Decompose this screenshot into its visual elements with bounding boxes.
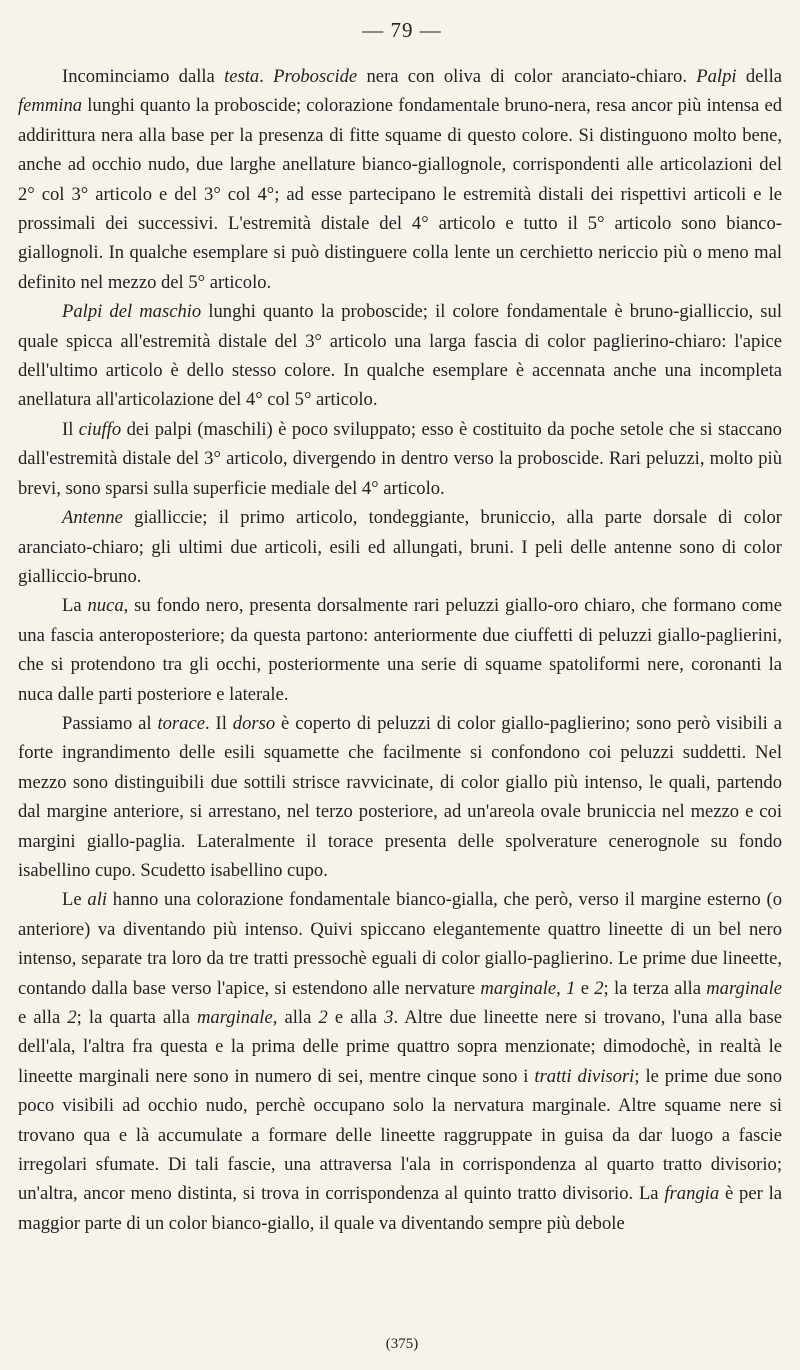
text-run: e alla [327,1007,385,1028]
italic-term: Palpi del maschio [62,301,202,323]
document-page [18,0,786,1370]
paragraph [18,591,782,709]
italic-term: frangia [664,1183,720,1205]
paragraph [18,62,782,297]
text-run: e alla [18,1007,68,1028]
text-run: hanno una colorazione fondamentale bianco-gialla, che però, verso il margine esterno (o anteriore) va diventando più intenso. Quivi spiccano elegantemente quattro lineette di un bel nero intenso, separate tra loro da tre tratti pressochè eguali di color giallo-paglierino. Le prime due lineette, contando dalla base verso l'apice, si estendono alle nervature [18,889,782,999]
italic-term: 2 [318,1007,328,1028]
italic-term: 3 [384,1007,394,1028]
italic-term: ciuffo [78,418,122,440]
italic-term: 2 [67,1007,77,1028]
text-run: La [62,595,88,617]
italic-term: femmina [18,95,83,117]
text-run: è coperto di peluzzi di color giallo-paglierino; sono però visibili a forte ingrandimento delle esili squamette che facilmente si confondono coi peluzzi suddetti. Nel mezzo sono distinguibili due sottili strisce ravvicinate, di color giallo più intenso, le quali, partendo dal margine anteriore, si arrestano, nel terzo posteriore, ad un'areola ovale bruniccia nel mezzo e coi margini giallo-paglia. Lateralmente il torace presenta delle spolverature cenerognole su fondo isabellino cupo. Scudetto isabellino cupo. [18,712,782,881]
italic-term: tratti divisori [534,1065,635,1087]
text-run: ; la quarta alla [76,1007,197,1028]
italic-term: torace [157,712,205,734]
body-text [18,62,782,1238]
italic-term: nuca [87,595,124,617]
italic-term: 1 [566,977,576,999]
paragraph [18,297,782,415]
text-run: nera con oliva di color aranciato-chiaro. [357,66,697,87]
text-run: . [259,66,274,87]
text-run: della [736,66,782,87]
text-run: . Altre due lineette nere si trovano, l'una alla base dell'ala, l'altra fra questa e la prima delle prime quattro sopra menzionate; dimodochè, in realtà le lineette marginali nere sono in numero di sei, mentre cinque sono i [18,1007,782,1087]
italic-term: marginale [196,1007,273,1028]
italic-term: marginale [706,977,782,999]
italic-term: marginale [480,977,557,999]
text-run: lunghi quanto la proboscide; il colore fondamentale è bruno-gialliccio, sul quale spicca all'estremità distale del 3° articolo una larga fascia di color paglierino-chiaro: l'apice dell'ultimo articolo è dello stesso colore. In qualche esemplare è accennata anche una incompleta anellatura all'articolazione del 4° col 5° articolo. [18,301,782,411]
italic-term: Antenne [62,507,123,529]
text-run: Le [62,889,88,911]
text-run: Incominciamo dalla [62,66,225,87]
page-number: — 79 — [362,18,442,42]
italic-term: dorso [232,712,276,734]
paragraph [18,415,782,503]
text-run: Il [62,418,79,440]
paragraph [18,503,782,591]
italic-term: 2 [594,977,604,999]
text-run: lunghi quanto la proboscide; colorazione fondamentale bruno-nera, resa ancor più intensa ed addirittura nera alla base per la presenza di fitte squame di questo colore. Si distinguono molto bene, anche ad occhio nudo, due larghe anellature bianco-giallognole, corrispondenti alle articolazioni del 2° col 3° articolo e del 3° col 4°; ad esse partecipano le estremità distali dei rispettivi articoli e le prossimali dei successivi. L'estremità distale del 4° articolo e tutto il 5° articolo sono bianco-giallognoli. In qualche esemplare si può distinguere colla lente un cerchietto nericcio più o meno mal definito nel mezzo del 5° articolo. [18,95,782,293]
text-run: , su fondo nero, presenta dorsalmente rari peluzzi giallo-oro chiaro, che formano come una fascia anteroposteriore; da questa partono: anteriormente due ciuffetti di peluzzi giallo-paglierini, che si protendono tra gli occhi, posteriormente una serie di squame spatoliformi nere, coronanti la nuca dalle parti posteriore e laterale. [18,595,782,705]
text-run: gialliccie; il primo articolo, tondeggiante, bruniccio, alla parte dorsale di color aranciato-chiaro; gli ultimi due articoli, esili ed allungati, bruni. I peli delle antenne sono di color gialliccio-bruno. [18,507,782,587]
text-run: , [556,977,567,999]
text-run: è per la maggior parte di un color bianco-giallo, il quale va diventando sempre più debole [18,1183,783,1234]
italic-term: Palpi [696,66,737,87]
italic-term: Proboscide [273,66,358,87]
text-run: . Il [204,712,233,734]
text-run: dei palpi (maschili) è poco sviluppato; esso è costituito da poche setole che si staccano dall'estremità distale del 3° articolo, divergendo in dentro verso la proboscide. Rari peluzzi, molto più brevi, sono sparsi sulla superficie mediale del 4° articolo. [18,418,782,499]
italic-term: ali [87,889,108,911]
paragraph [18,885,782,1238]
paragraph [18,709,782,885]
signature-mark: (375) [385,1336,419,1352]
text-run: ; le prime due sono poco visibili ad occhio nudo, perchè occupano solo la nervatura marginale. Altre squame nere si trovano qua e là accumulate a formare delle lineette raggruppate in guisa da dar luogo a fascie irregolari sfumate. Di tali fascie, una attraversa l'ala in corrispondenza al quarto tratto divisorio; un'altra, ancor meno distinta, si trova in corrispondenza al quinto tratto divisorio. La [18,1065,782,1205]
italic-term: testa [224,66,260,87]
text-run: Passiamo al [62,712,158,734]
text-run: e [575,977,595,999]
text-run: , alla [272,1007,319,1028]
text-run: ; la terza alla [603,977,707,999]
